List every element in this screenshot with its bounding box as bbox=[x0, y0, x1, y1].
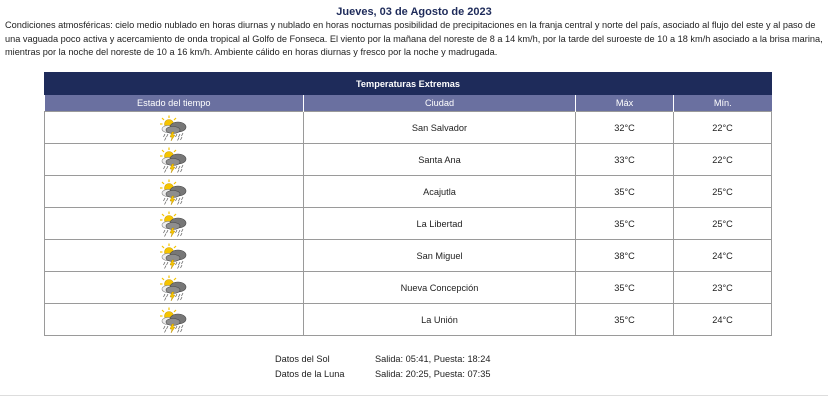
min-cell: 22°C bbox=[674, 144, 772, 176]
header-max: Máx bbox=[576, 95, 674, 112]
table-row bbox=[45, 112, 772, 144]
max-cell: 35°C bbox=[576, 272, 674, 304]
table-row bbox=[45, 176, 772, 208]
sun-data-row bbox=[275, 352, 490, 367]
max-cell: 35°C bbox=[576, 304, 674, 336]
city-cell: Acajutla bbox=[304, 176, 576, 208]
city-cell: San Miguel bbox=[304, 240, 576, 272]
min-cell: 22°C bbox=[674, 112, 772, 144]
city-cell: La Unión bbox=[304, 304, 576, 336]
table-title: Temperaturas Extremas bbox=[45, 73, 772, 95]
temperatures-table bbox=[44, 72, 772, 336]
city-cell: Nueva Concepción bbox=[304, 272, 576, 304]
header-min: Mín. bbox=[674, 95, 772, 112]
sun-cloud-rain-storm-icon bbox=[159, 211, 189, 237]
table-row bbox=[45, 240, 772, 272]
sun-label: Datos del Sol bbox=[275, 354, 330, 364]
moon-data-row bbox=[275, 367, 490, 382]
bottom-divider bbox=[0, 395, 828, 396]
min-cell: 24°C bbox=[674, 240, 772, 272]
moon-label: Datos de la Luna bbox=[275, 369, 345, 379]
date-title: Jueves, 03 de Agosto de 2023 bbox=[336, 6, 492, 18]
max-cell: 33°C bbox=[576, 144, 674, 176]
city-cell: La Libertad bbox=[304, 208, 576, 240]
city-cell: Santa Ana bbox=[304, 144, 576, 176]
sun-cloud-rain-storm-icon bbox=[159, 307, 189, 333]
table-row bbox=[45, 144, 772, 176]
header-ciudad: Ciudad bbox=[304, 95, 576, 112]
moon-value: Salida: 20:25, Puesta: 07:35 bbox=[375, 369, 491, 379]
table-row bbox=[45, 272, 772, 304]
min-cell: 24°C bbox=[674, 304, 772, 336]
max-cell: 35°C bbox=[576, 176, 674, 208]
sun-cloud-rain-storm-icon bbox=[159, 115, 189, 141]
astro-data bbox=[275, 352, 490, 382]
max-cell: 38°C bbox=[576, 240, 674, 272]
max-cell: 35°C bbox=[576, 208, 674, 240]
sun-cloud-rain-storm-icon bbox=[159, 243, 189, 269]
sun-cloud-rain-storm-icon bbox=[159, 147, 189, 173]
table-row bbox=[45, 304, 772, 336]
min-cell: 25°C bbox=[674, 208, 772, 240]
min-cell: 25°C bbox=[674, 176, 772, 208]
max-cell: 32°C bbox=[576, 112, 674, 144]
sun-cloud-rain-storm-icon bbox=[159, 275, 189, 301]
min-cell: 23°C bbox=[674, 272, 772, 304]
sun-cloud-rain-storm-icon bbox=[159, 179, 189, 205]
sun-value: Salida: 05:41, Puesta: 18:24 bbox=[375, 354, 491, 364]
city-cell: San Salvador bbox=[304, 112, 576, 144]
header-estado: Estado del tiempo bbox=[45, 95, 304, 112]
table-row bbox=[45, 208, 772, 240]
conditions-text: Condiciones atmosféricas: cielo medio nublado en horas diurnas y nublado en horas nocturnas posibilidad de precipitaciones en la franja central y norte del país, asociado al flujo del este y al paso de una vaguada poco activa y acercamiento de onda tropical al Golfo de Fonseca. El viento por la mañana del noreste de 8 a 14 km/h, por la tarde del suroeste de 10 a 18 km/h asociado a la brisa marina, mientras por la noche del noreste de 10 a 16 km/h. Ambiente cálido en horas diurnas y fresco por la noche y madrugada. bbox=[5, 20, 823, 58]
